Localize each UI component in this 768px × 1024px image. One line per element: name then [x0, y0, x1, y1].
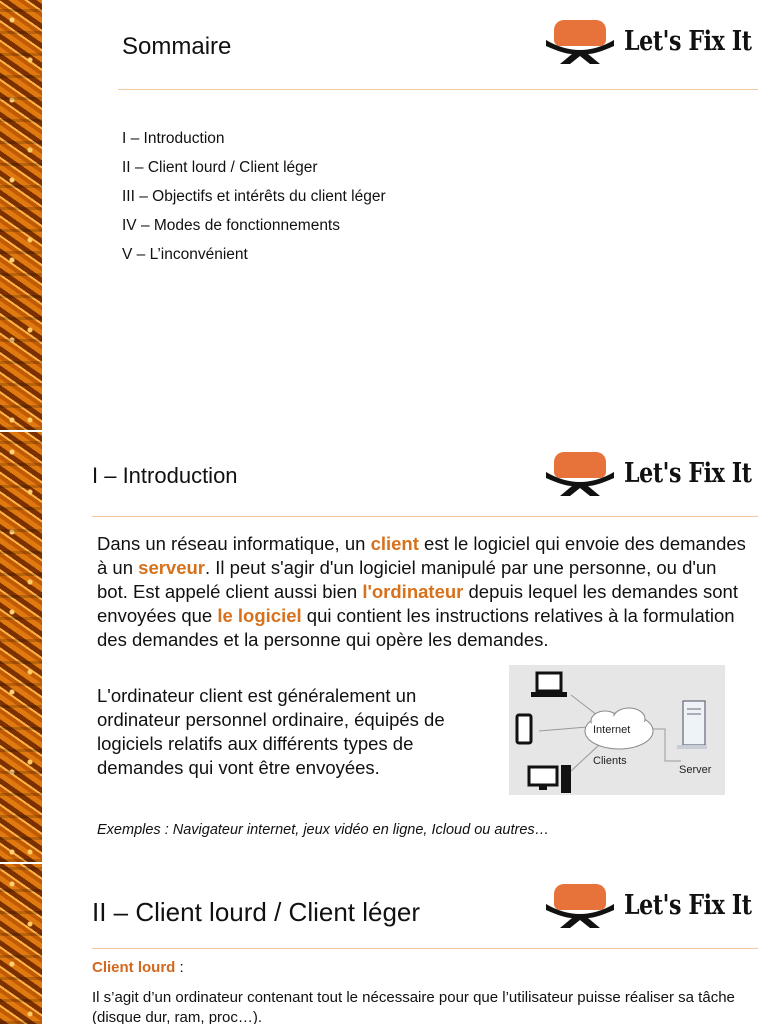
circuit-board-border: [0, 432, 42, 862]
slide-title: I – Introduction: [92, 463, 238, 488]
server-label: Server: [679, 764, 712, 776]
toc-item: I – Introduction: [122, 130, 225, 147]
client-lourd-label: Client lourd: [92, 959, 176, 976]
client-lourd-heading: Client lourd :: [92, 959, 184, 976]
highlight-serveur: serveur: [138, 557, 206, 578]
toc-item: III – Objectifs et intérêts du client léger: [122, 188, 386, 205]
table-of-contents: [122, 128, 386, 273]
highlight-logiciel: le logiciel: [217, 605, 302, 626]
server-icon: [677, 701, 707, 749]
lets-fix-it-logo: [544, 884, 752, 934]
chair-base-icon: [544, 38, 616, 64]
circuit-board-border: [0, 0, 42, 430]
brand-name: Let's Fix It: [624, 890, 752, 921]
internet-label: Internet: [593, 724, 631, 736]
title-divider: [92, 516, 758, 517]
highlight-client: client: [370, 533, 419, 554]
highlight-ordinateur: l'ordinateur: [362, 581, 464, 602]
brand-name: Let's Fix It: [624, 458, 752, 489]
toc-item: II – Client lourd / Client léger: [122, 159, 318, 176]
slide-client-lourd-leger: [0, 864, 768, 1024]
chair-base-icon: [544, 902, 616, 928]
lets-fix-it-logo: [544, 20, 752, 70]
desktop-icon: [529, 765, 571, 793]
client-paragraph: L'ordinateur client est généralement un ordinateur personnel ordinaire, équipés de logiciels relatifs aux différents types de demandes qui vont être envoyées.: [97, 685, 445, 778]
title-divider: [92, 948, 758, 949]
laptop-icon: [531, 673, 567, 697]
phone-icon: [517, 715, 531, 743]
title-divider: [118, 89, 758, 90]
clients-label: Clients: [593, 755, 627, 767]
toc-item: IV – Modes de fonctionnements: [122, 217, 340, 234]
circuit-board-border: [0, 864, 42, 1024]
slide-title: Sommaire: [122, 33, 232, 60]
client-lourd-description: Il s’agit d’un ordinateur contenant tout le nécessaire pour que l’utilisateur puisse réaliser sa tâche (disque dur, ram, proc…).: [92, 989, 735, 1024]
client-server-diagram: [509, 665, 725, 795]
slide-title: II – Client lourd / Client léger: [92, 897, 421, 927]
intro-paragraph: Dans un réseau informatique, un client est le logiciel qui envoie des demandes à un serveur. Il peut s'agir d'un logiciel manipulé par une personne, ou d'un bot. Est appelé client aussi bien l'ordinateur depuis lequel les demandes sont envoyées que le logiciel qui contient les instructions relatives à la formulation des demandes et la personne qui opère les demandes.: [97, 533, 746, 650]
slide-introduction: [0, 432, 768, 862]
chair-base-icon: [544, 470, 616, 496]
slide-sommaire: [0, 0, 768, 430]
lets-fix-it-logo: [544, 452, 752, 502]
examples-text: Exemples : Navigateur internet, jeux vidéo en ligne, Icloud ou autres…: [97, 822, 550, 838]
brand-name: Let's Fix It: [624, 26, 752, 57]
toc-item: V – L’inconvénient: [122, 246, 248, 263]
